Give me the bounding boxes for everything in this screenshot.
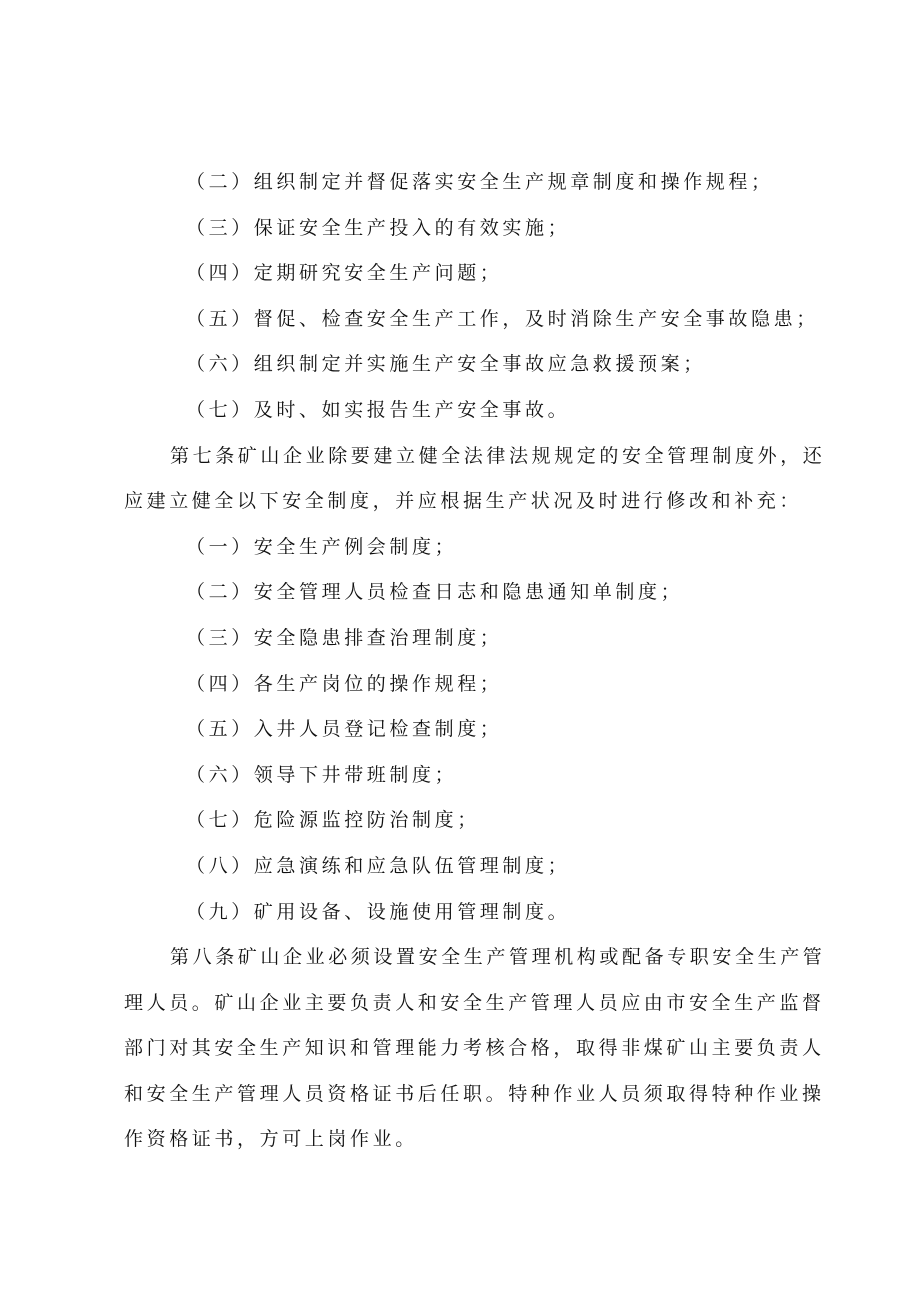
list-item: （三）保证安全生产投入的有效实施；: [186, 216, 571, 239]
list-item: （五）入井人员登记检查制度；: [186, 718, 503, 741]
article-8-line: 第八条矿山企业必须设置安全生产管理机构或配备专职安全生产管: [170, 946, 826, 969]
article-8-line: 部门对其安全生产知识和管理能力考核合格，取得非煤矿山主要负责人: [124, 1037, 825, 1060]
list-item: （四）定期研究安全生产问题；: [186, 262, 503, 285]
list-item: （六）组织制定并实施生产安全事故应急救援预案；: [186, 353, 706, 376]
list-item: （六）领导下井带班制度；: [186, 763, 458, 786]
list-item: （九）矿用设备、设施使用管理制度。: [186, 900, 571, 923]
list-item: （七）及时、如实报告生产安全事故。: [186, 398, 571, 421]
list-item: （五）督促、检查安全生产工作，及时消除生产安全事故隐患；: [186, 307, 819, 330]
article-8-line: 作资格证书，方可上岗作业。: [124, 1128, 418, 1151]
article-8-line: 理人员。矿山企业主要负责人和安全生产管理人员应由市安全生产监督: [124, 991, 825, 1014]
article-8-line: 和安全生产管理人员资格证书后任职。特种作业人员须取得特种作业操: [124, 1082, 825, 1105]
list-item: （二）组织制定并督促落实安全生产规章制度和操作规程；: [186, 171, 774, 193]
article-7-line: 应建立健全以下安全制度，并应根据生产状况及时进行修改和补充：: [124, 490, 803, 513]
article-7-line: 第七条矿山企业除要建立健全法律法规规定的安全管理制度外，还: [170, 444, 826, 467]
list-item: （二）安全管理人员检查日志和隐患通知单制度；: [186, 581, 684, 604]
list-item: （三）安全隐患排查治理制度；: [186, 626, 503, 649]
list-item: （七）危险源监控防治制度；: [186, 809, 480, 832]
list-item: （一）安全生产例会制度；: [186, 535, 458, 558]
document-body: [124, 160, 826, 1163]
list-item: （四）各生产岗位的操作规程；: [186, 672, 503, 695]
list-item: （八）应急演练和应急队伍管理制度；: [186, 854, 571, 877]
